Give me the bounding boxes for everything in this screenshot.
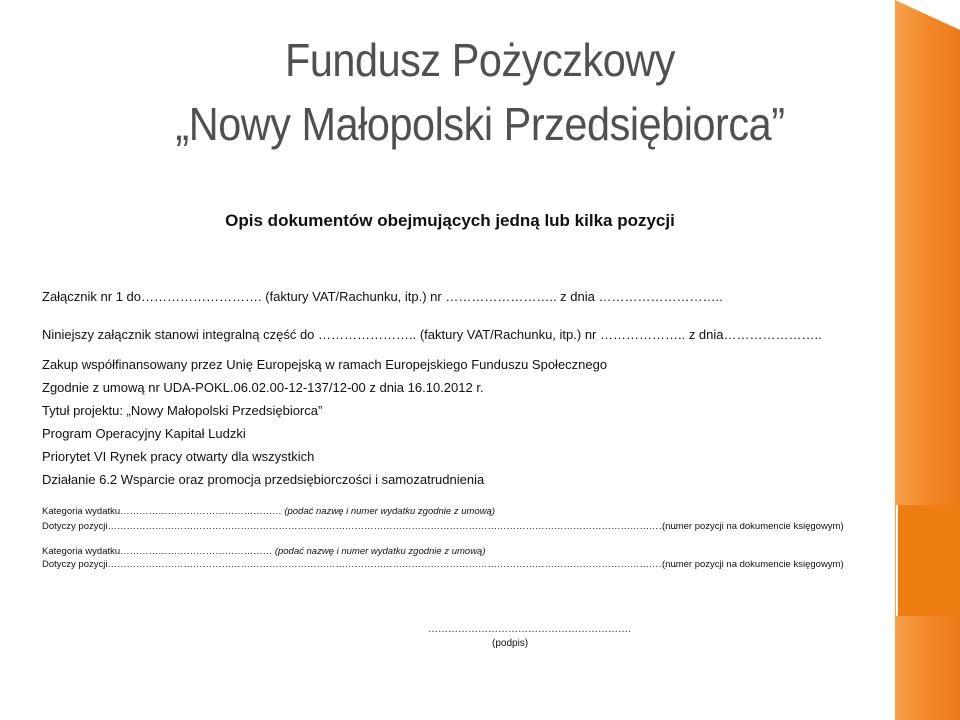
position-label: Dotyczy pozycji………………………………………………………………………………………………………………………………………………………………: [42, 559, 678, 570]
position-hint: (numer pozycji na dokumencie księgowym): [662, 559, 844, 570]
project-title-line: Tytuł projektu: „Nowy Małopolski Przedsiębiorca”: [42, 403, 323, 418]
document-subtitle: Opis dokumentów obejmujących jedną lub kilka pozycji: [225, 211, 675, 230]
position-row: [42, 521, 677, 532]
attachment-line: Załącznik nr 1 do………………………. (faktury VAT/Rachunku, itp.) nr …………………….. z dnia ………………………..: [42, 289, 723, 304]
expense-category-row: [42, 506, 495, 517]
cofinancing-line: Zakup współfinansowany przez Unię Europejską w ramach Europejskiego Funduszu Społecznego: [42, 357, 608, 372]
expense-category-hint: (podać nazwę i numer wydatku zgodnie z umową): [274, 546, 486, 557]
signature-label: (podpis): [492, 638, 529, 649]
expense-category-label: Kategoria wydatku……………………………………………: [42, 506, 282, 517]
orange-decorative-square: [896, 505, 960, 616]
position-row: [42, 559, 677, 570]
title-line-2: „Nowy Małopolski Przedsiębiorca”: [175, 98, 785, 150]
agreement-line: Zgodnie z umową nr UDA-POKL.06.02.00-12-137/12-00 z dnia 16.10.2012 r.: [42, 380, 484, 395]
expense-category-label: Kategoria wydatku…………………………………………: [42, 546, 273, 557]
priority-line: Priorytet VI Rynek pracy otwarty dla wszystkich: [42, 449, 315, 464]
signature-dots: …………………………………………………….: [428, 624, 631, 635]
position-hint: (numer pozycji na dokumencie księgowym): [662, 521, 844, 532]
title-line-1: Fundusz Pożyczkowy: [285, 34, 675, 86]
expense-category-hint: (podać nazwę i numer wydatku zgodnie z umową): [284, 506, 496, 517]
position-label: Dotyczy pozycji………………………………………………………………………………………………………………………………………………………………: [42, 521, 678, 532]
program-line: Program Operacyjny Kapitał Ludzki: [42, 426, 246, 441]
integral-part-line: Niniejszy załącznik stanowi integralną część do ………………….. (faktury VAT/Rachunku, itp.) nr ……………….. z dnia…………………..: [42, 327, 822, 342]
measure-line: Działanie 6.2 Wsparcie oraz promocja przedsiębiorczości i samozatrudnienia: [42, 472, 485, 487]
expense-category-row: [42, 546, 486, 557]
